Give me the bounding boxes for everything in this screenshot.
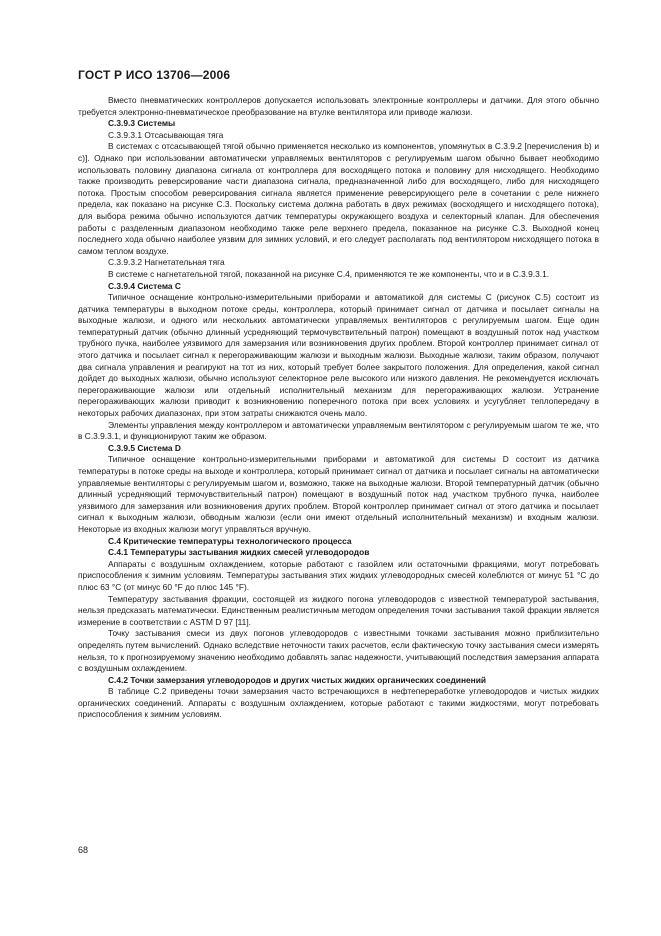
section-heading: C.4.1 Температуры застывания жидких смесей углеводородов (108, 547, 370, 558)
page-number: 68 (78, 845, 89, 855)
body-text (78, 95, 599, 721)
paragraph: Вместо пневматических контроллеров допускается использовать электронные контроллеры и датчики. Для этого обычно требуется электронно-пневматическое преобразование на втулке вентилятора или приводе жалюзи. (78, 95, 599, 117)
paragraph: В системе с нагнетательной тягой, показанной на рисунке C.4, применяются те же компоненты, что и в C.3.9.3.1. (108, 268, 550, 279)
paragraph: Аппараты с воздушным охлаждением, которые работают с газойлем или остаточными фракциями, могут потребовать приспособления к зимним условиям. Температуры застывания этих жидких углеводородных смесей колеблются от минус 51 °C до плюс 63 °C (от минус 60 °F до плюс 145 °F). (78, 558, 599, 592)
paragraph: Точку застывания смеси из двух погонов углеводородов с известными точками застывания можно приблизительно определять путем вычислений. Однако вследствие неточности таких расчетов, если фактическую точку застывания смеси измерять нельзя, то к прогнозируемому значению необходимо добавлять запас надежности, учитывающий последствия замерзания аппарата с воздушным охлаждением. (78, 628, 599, 674)
subsection-heading: C.3.9.3.2 Нагнетательная тяга (108, 257, 225, 268)
document-header: ГОСТ Р ИСО 13706—2006 (78, 68, 231, 82)
section-heading: C.3.9.4 Система C (108, 280, 181, 291)
paragraph: В системах с отсасывающей тягой обычно применяется несколько из компонентов, упомянутых в C.3.9.2 [перечисления b) и c)]. Однако при использовании автоматически управляемых вентиляторов с регулируемым шагом обычно бывает необходимо использовать половину диапазона сигнала от контроллера для восходящего потока и половину для нисходящего. Необходимо также производить реверсирование части диапазона сигнала, предназначенной либо для восходящего, либо для нисходящего потока. Простым способом реверсирования сигнала является применение реверсирующего реле в сочетании с реле нижнего предела, как показано на рисунке C.3. Поскольку система должна работать в двух режимах (восходящего и нисходящего потока), для выбора режима обычно используются датчик температуры окружающего воздуха и селекторный клапан. Для обеспечения работы с разделенным диапазоном необходимо также реле верхнего предела, показанное на рисунке C.3. Выходной конец последнего хода обычно наиболее уязвим для зимних условий, и его следует располагать под вентилятором нисходящего потока в самом теплом воздухе. (78, 141, 599, 256)
paragraph: Типичное оснащение контрольно-измерительными приборами и автоматикой для системы C (рисунок C.5) состоит из датчика температуры в выходном потоке среды, контроллера, который принимает сигнал от датчика и посылает сигналы на выходные жалюзи, и одного или нескольких автоматически управляемых вентиляторов с регулируемым шагом. Еще один температурный датчик (обычно длинный усредняющий термочувствительный патрон) помещают в воздушный поток над участком трубного пучка, наиболее уязвимого для замерзания или возникновения других проблем. Второй контроллер принимает сигнал от этого датчика и посылает сигнал к перегораживающим жалюзи и выходным жалюзи. Выходные жалюзи, таким образом, получают два сигнала управления и реагируют на тот из них, который требует более закрытого положения. Для определения, какой сигнал дойдет до выходных жалюзи, обычно используют селекторное реле высокого или низкого давления. Не рекомендуется исключать перегораживающие жалюзи или отдельный исполнительный механизм для перегораживающих жалюзи. Устранение перегораживающих жалюзи приводит к возникновению поперечного потока при всех условиях и усугубляет теплопередачу в некоторых рабочих диапазонах, при этом затраты снижаются очень мало. (78, 292, 599, 419)
section-heading: C.3.9.5 Система D (108, 442, 181, 453)
section-heading: C.4 Критические температуры технологического процесса (108, 535, 352, 546)
paragraph: Элементы управления между контроллером и автоматически управляемым вентилятором с регулируемым шагом те же, что в C.3.9.3.1, и функционируют таким же образом. (78, 419, 599, 442)
paragraph: Температуру застывания фракции, состоящей из жидкого погона углеводородов с известной температурой застывания, нельзя предсказать математически. Единственным реалистичным методом определения точки застывания такой фракции является измерение в соответствии с ASTM D 97 [11]. (78, 593, 599, 627)
subsection-heading: C.3.9.3.1 Отсасывающая тяга (108, 129, 224, 140)
section-heading: C.4.2 Точки замерзания углеводородов и других чистых жидких органических соединений (108, 674, 487, 685)
section-heading: C.3.9.3 Системы (108, 118, 176, 129)
paragraph: В таблице C.2 приведены точки замерзания часто встречающихся в нефтепереработке углеводородов и чистых жидких органических соединений. Аппараты с воздушным охлаждением, которые работают с такими жидкостями, могут потребовать приспособления к зимним условиям. (78, 686, 599, 720)
paragraph: Типичное оснащение контрольно-измерительными приборами и автоматикой для системы D состоит из датчика температуры в потоке среды на выходе и контроллера, который принимает сигнал от датчика и посылает сигналы на автоматически управляемые вентиляторы с регулируемым шагом и, возможно, также на выходные жалюзи. Второй температурный датчик (обычно длинный усредняющий термочувствительный патрон) помещают в воздушный поток над участком трубного пучка, наиболее уязвимого для замерзания или возникновения других проблем. Второй контроллер принимает сигнал от этого датчика и посылает сигнал к выходным жалюзи, обводным жалюзи (если они имеют отдельный исполнительный механизм) и входным жалюзи. Некоторые из входных жалюзи могут управляться вручную. (78, 454, 599, 534)
